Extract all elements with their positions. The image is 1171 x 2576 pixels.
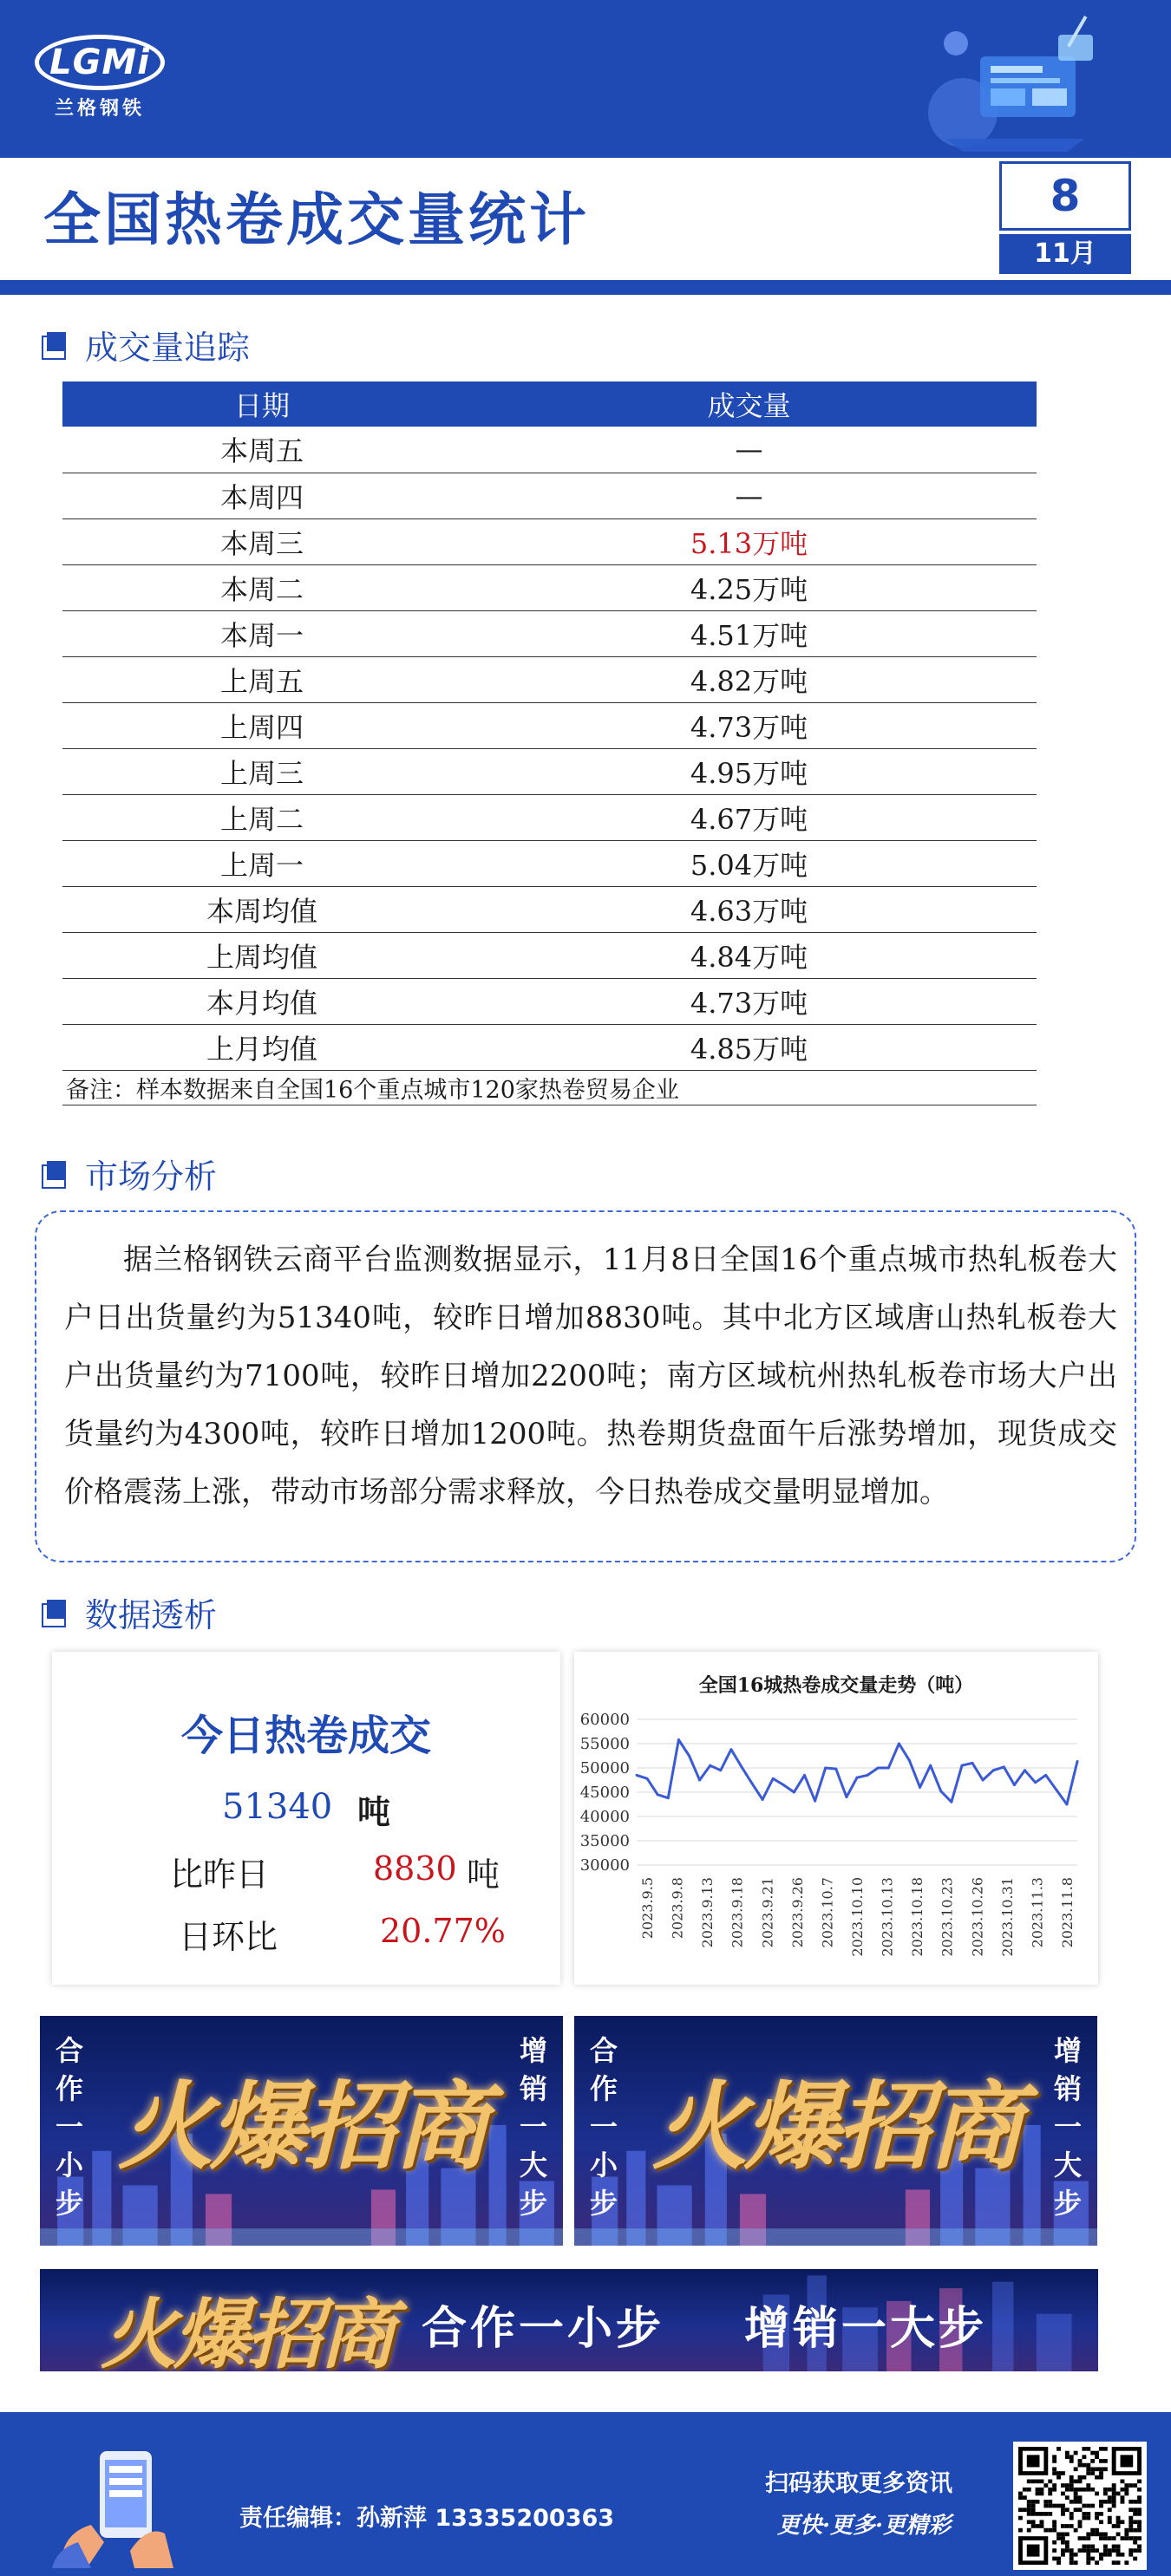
chart-y-tick-label: 45000: [579, 1784, 630, 1802]
table-header-volume: 成交量: [461, 382, 1037, 427]
chart-data-point: [960, 1764, 963, 1767]
table-row: [62, 656, 1037, 702]
row-volume: 4.85万吨: [461, 1024, 1037, 1070]
row-date: 上周三: [62, 748, 461, 794]
chart-x-tick-label: 2023.9.5: [639, 1877, 656, 1940]
row-volume: 4.51万吨: [461, 610, 1037, 656]
chart-x-tick-label: 2023.9.8: [669, 1877, 686, 1940]
chart-y-tick-label: 60000: [579, 1711, 630, 1729]
row-date: 本周三: [62, 518, 461, 564]
square-icon: [42, 1600, 66, 1624]
ratio-label: 日环比: [179, 1918, 278, 1956]
analysis-box: [35, 1210, 1136, 1562]
chart-data-point: [814, 1800, 816, 1803]
row-volume: 4.82万吨: [461, 656, 1037, 702]
chart-x-tick-label: 2023.10.31: [998, 1877, 1016, 1957]
chart-data-point: [803, 1774, 806, 1777]
chart-data-point: [877, 1767, 880, 1770]
row-volume: 5.04万吨: [461, 840, 1037, 886]
table-note: 备注：样本数据来自全国16个重点城市120家热卷贸易企业: [62, 1070, 1037, 1105]
chart-data-point: [729, 1748, 732, 1751]
section-heading-tracking: [42, 323, 250, 366]
banner-big-text: 火爆招商: [652, 2071, 1020, 2182]
table-row: [62, 840, 1037, 886]
chart-data-point: [1055, 1789, 1057, 1791]
table-row: [62, 794, 1037, 840]
chart-data-point: [971, 1762, 974, 1764]
chart-data-point: [856, 1777, 859, 1779]
chart-x-tick-label: 2023.9.18: [729, 1877, 746, 1948]
row-volume: —: [461, 427, 1037, 473]
chart-data-point: [698, 1779, 701, 1782]
chart-data-point: [939, 1790, 942, 1792]
chart-x-tick-label: 2023.9.26: [788, 1877, 806, 1948]
chart-data-point: [751, 1782, 754, 1784]
chart-x-tick-label: 2023.10.26: [969, 1877, 986, 1957]
promo-banner-left[interactable]: [40, 2016, 563, 2246]
row-date: 上周四: [62, 702, 461, 748]
chart-data-point: [1003, 1765, 1005, 1768]
row-date: 上月均值: [62, 1024, 461, 1070]
row-date: 上周一: [62, 840, 461, 886]
table-row: [62, 932, 1037, 978]
chart-data-point: [950, 1801, 952, 1803]
chart-y-tick-label: 35000: [579, 1832, 630, 1850]
row-volume: 4.67万吨: [461, 794, 1037, 840]
banner-slogan-b: 增销一大步: [744, 2303, 988, 2355]
row-volume: —: [461, 473, 1037, 518]
chart-x-tick-label: 2023.11.8: [1059, 1877, 1076, 1948]
chart-data-point: [929, 1764, 932, 1767]
table-row: [62, 886, 1037, 932]
banner-side-right: 增 销 一 大 步: [1053, 2034, 1082, 2220]
row-volume: 4.73万吨: [461, 702, 1037, 748]
chart-series-line: [637, 1740, 1077, 1805]
chart-x-tick-label: 2023.10.13: [879, 1877, 896, 1957]
date-day: 8: [999, 161, 1131, 231]
chart-data-point: [1044, 1774, 1047, 1777]
scan-prompt: 扫码获取更多资讯: [765, 2470, 952, 2497]
chart-data-point: [908, 1759, 911, 1762]
logo-letters: LGMi: [49, 42, 150, 82]
logo-oval: [35, 35, 165, 90]
change-label: 比昨日: [170, 1855, 270, 1894]
chart-x-tick-label: 2023.10.10: [849, 1877, 866, 1957]
table-row: [62, 610, 1037, 656]
chart-data-point: [646, 1777, 649, 1780]
chart-y-tick-label: 55000: [579, 1735, 630, 1753]
today-volume-unit: 吨: [357, 1792, 391, 1831]
row-volume-highlight: 5.13万吨: [461, 518, 1037, 564]
row-date: 本周二: [62, 564, 461, 610]
row-volume: 4.25万吨: [461, 564, 1037, 610]
chart-data-point: [887, 1767, 890, 1770]
chart-data-point: [1013, 1784, 1016, 1786]
chart-data-point: [636, 1774, 638, 1777]
row-date: 本周均值: [62, 886, 461, 932]
qr-code-image: [1018, 2447, 1142, 2565]
volume-table: [62, 382, 1037, 1105]
chart-data-point: [824, 1767, 827, 1770]
row-date: 本月均值: [62, 978, 461, 1024]
row-volume: 4.84万吨: [461, 932, 1037, 978]
section-title: 市场分析: [85, 1157, 218, 1196]
table-row: [62, 1024, 1037, 1070]
chart-data-point: [845, 1796, 847, 1798]
chart-data-point: [1024, 1769, 1026, 1771]
chart-x-tick-label: 2023.10.23: [939, 1877, 956, 1957]
chart-x-tick-label: 2023.11.3: [1029, 1877, 1046, 1948]
row-date: 本周四: [62, 473, 461, 518]
chart-data-point: [1076, 1760, 1079, 1763]
editor-contact: 责任编辑：孙新萍 13335200363: [239, 2505, 615, 2532]
banner-big-text: 火爆招商: [101, 2289, 393, 2371]
row-date: 上周均值: [62, 932, 461, 978]
chart-data-point: [719, 1769, 722, 1771]
today-volume-card: [52, 1652, 560, 1985]
chart-data-point: [762, 1798, 764, 1801]
section-heading-data: [42, 1590, 217, 1634]
logo-cn-text: 兰格钢铁: [54, 97, 145, 120]
chart-y-tick-label: 50000: [579, 1759, 630, 1777]
chart-data-point: [992, 1769, 995, 1771]
chart-title: 全国16城热卷成交量走势（吨）: [698, 1674, 974, 1697]
chart-x-tick-label: 2023.9.13: [699, 1877, 716, 1948]
chart-x-tick-label: 2023.10.18: [909, 1877, 926, 1957]
chart-data-point: [919, 1786, 921, 1789]
chart-y-tick-label: 40000: [579, 1808, 630, 1826]
today-volume-value: 51340: [222, 1787, 333, 1827]
change-value: 8830: [373, 1849, 457, 1888]
chart-data-point: [740, 1765, 743, 1768]
table-row: [62, 978, 1037, 1024]
page-title: 全国热卷成交量统计: [43, 186, 590, 253]
banner-slogan-a: 合作一小步: [422, 2303, 665, 2355]
promo-banner-right[interactable]: [574, 2016, 1097, 2246]
table-row: [62, 518, 1037, 564]
chart-data-point: [982, 1779, 985, 1782]
row-date: 本周五: [62, 427, 461, 473]
table-row: [62, 702, 1037, 748]
banner-side-left: 合 作 一 小 步: [589, 2034, 618, 2220]
footer: [0, 2412, 1171, 2576]
company-logo: [35, 35, 165, 120]
promo-banner-wide[interactable]: [40, 2269, 1098, 2371]
table-row: [62, 473, 1037, 518]
section-heading-analysis: [42, 1151, 217, 1195]
qr-code[interactable]: [1013, 2442, 1147, 2570]
row-volume: 4.73万吨: [461, 978, 1037, 1024]
chart-data-point: [1034, 1781, 1037, 1784]
chart-data-point: [834, 1768, 837, 1771]
chart-data-point: [709, 1764, 711, 1767]
chart-data-point: [898, 1743, 900, 1745]
table-header-row: [62, 382, 1037, 427]
banner-side-left: 合 作 一 小 步: [55, 2034, 83, 2220]
chart-data-point: [677, 1738, 680, 1741]
trend-chart-card: [574, 1652, 1098, 1985]
chart-data-point: [782, 1784, 785, 1786]
table-row: [62, 748, 1037, 794]
hand-phone-icon: [52, 2447, 182, 2568]
chart-data-point: [867, 1774, 869, 1777]
section-title: 数据透析: [85, 1595, 218, 1634]
table-row: [62, 564, 1037, 610]
chart-x-tick-label: 2023.10.7: [819, 1877, 836, 1948]
chart-y-tick-label: 30000: [579, 1856, 630, 1875]
square-icon: [42, 332, 66, 356]
chart-data-point: [688, 1755, 690, 1758]
table-row: [62, 427, 1037, 473]
trend-chart: [574, 1652, 1098, 1985]
ratio-value: 20.77%: [380, 1912, 506, 1950]
section-title: 成交量追踪: [85, 328, 251, 367]
row-date: 上周二: [62, 794, 461, 840]
table-note-row: [62, 1070, 1037, 1105]
chart-data-point: [657, 1793, 659, 1796]
chart-x-tick-label: 2023.9.21: [759, 1877, 776, 1948]
decorative-screen-illustration: [911, 9, 1119, 156]
banner-big-text: 火爆招商: [118, 2071, 486, 2182]
row-date: 本周一: [62, 610, 461, 656]
analysis-paragraph: 据兰格钢铁云商平台监测数据显示，11月8日全国16个重点城市热轧板卷大户日出货量约为51340吨，较昨日增加8830吨。其中北方区域唐山热轧板卷大户出货量约为7100吨，较昨日增加2200吨；南方区域杭州热轧板卷市场大户出货量约为4300吨，较昨日增加1200吨。热卷期货盘面午后涨势增加，现货成交价格震荡上涨，带动市场部分需求释放，今日热卷成交量明显增加。: [64, 1242, 1117, 1510]
row-date: 上周五: [62, 656, 461, 702]
square-icon: [42, 1161, 66, 1185]
row-volume: 4.95万吨: [461, 748, 1037, 794]
chart-data-point: [1065, 1803, 1068, 1806]
today-card-title: 今日热卷成交: [180, 1712, 431, 1760]
chart-data-point: [667, 1797, 670, 1799]
chart-data-point: [793, 1791, 795, 1794]
chart-data-point: [772, 1777, 775, 1780]
date-month: 11月: [999, 234, 1131, 274]
change-unit: 吨: [467, 1855, 500, 1894]
row-volume: 4.63万吨: [461, 886, 1037, 932]
scan-tagline: 更快·更多·更精彩: [777, 2513, 952, 2539]
banner-side-right: 增 销 一 大 步: [519, 2034, 547, 2220]
table-header-date: 日期: [62, 382, 461, 427]
